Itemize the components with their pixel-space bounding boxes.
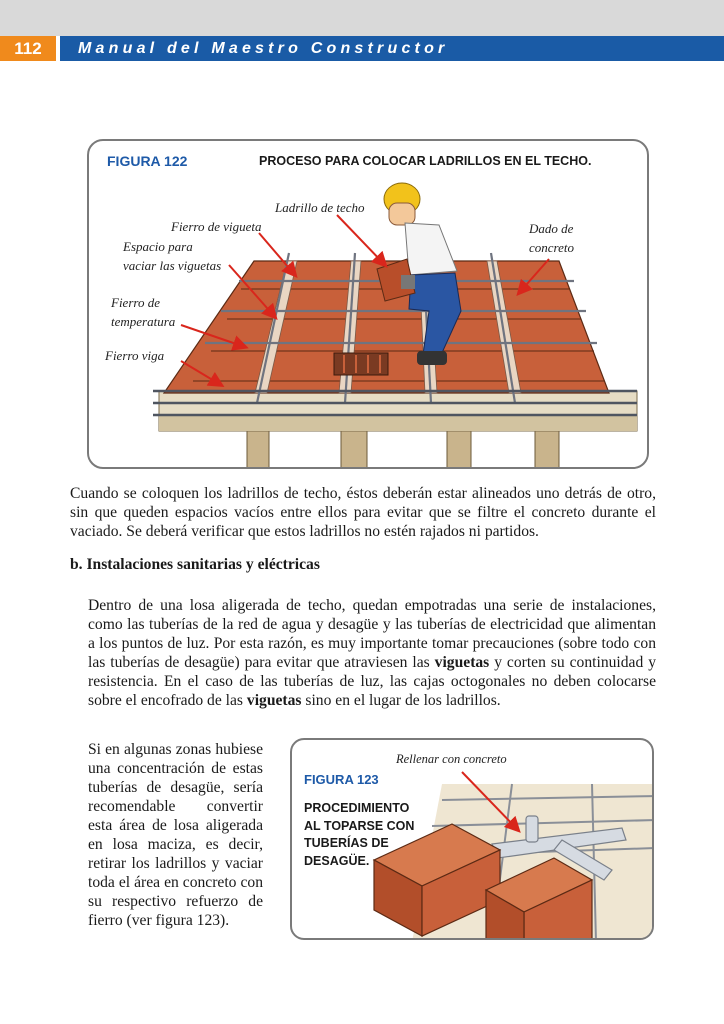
- figure-123-label: FIGURA 123: [304, 772, 379, 787]
- figure-123-description: [304, 800, 414, 870]
- top-margin-band: [0, 0, 724, 36]
- callout-fierro-viga: Fierro viga: [105, 348, 165, 363]
- figure-123-desc-line3: TUBERÍAS DE: [304, 836, 389, 850]
- page-number-separator: [56, 36, 60, 61]
- page-number: 112: [0, 36, 56, 61]
- paragraph-instalaciones: Dentro de una losa aligerada de techo, quedan empotradas una serie de instalaciones, como las tuberías de la red de agua y desagüe y las tuberías de electricidad que alimentan a los puntos de luz. Por esta razón, es muy importante tomar precauciones (sobre todo con las tuberías de desagüe) para evitar que atraviesen las viguetas y corten su continuidad y resistencia. En el caso de las tuberías de luz, las cajas octogonales no deben colocarse sobre el encofrado de las viguetas sino en el lugar de los ladrillos.: [88, 597, 656, 709]
- manual-title: Manual del Maestro Constructor: [78, 40, 449, 57]
- figure-123-desc-line4: DESAGÜE.: [304, 853, 370, 868]
- figure-123-desc-line2: AL TOPARSE CON: [304, 818, 415, 833]
- figure-122-label: FIGURA 122: [107, 153, 188, 169]
- figure-122-title: PROCESO PARA COLOCAR LADRILLOS EN EL TECHO.: [259, 154, 592, 168]
- callout-dado-line1: Dado de: [529, 221, 574, 236]
- callout-dado-line2: concreto: [529, 240, 574, 255]
- callout-fierro-de-vigueta: Fierro de vigueta: [171, 219, 262, 234]
- figure-123-desc-line1: PROCEDIMIENTO: [304, 801, 410, 815]
- callout-rellenar-con-concreto: Rellenar con concreto: [396, 752, 507, 766]
- paragraph-losa-maciza: Si en algunas zonas hubiese una concentración de estas tuberías de desagüe, sería recomendable convertir esta área de losa aligerada en losa maciza, es decir, retirar los ladrillos y vaciar toda el área en concreto con su respectivo refuerzo de fierro (ver figura 123).: [88, 741, 263, 929]
- section-heading-instalaciones: b. Instalaciones sanitarias y eléctricas: [70, 556, 320, 573]
- figure-123: [290, 738, 654, 940]
- callout-ladrillo-de-techo: Ladrillo de techo: [275, 200, 365, 215]
- callout-fierro-temp-line1: Fierro de: [111, 295, 160, 310]
- paragraph-ladrillos-alineados: Cuando se coloquen los ladrillos de techo, éstos deberán estar alineados uno detrás de otro, sin que queden espacios vacíos entre ellos para evitar que se filtre el concreto durante el vaciado. Se deberá verificar que estos ladrillos no estén rajados ni partidos.: [70, 485, 656, 540]
- callout-espacio-line1: Espacio para: [123, 239, 193, 254]
- callout-fierro-temp-line2: temperatura: [111, 314, 176, 329]
- callout-espacio-line2: vaciar las viguetas: [123, 258, 222, 273]
- roof-slab-illustration: [89, 141, 649, 469]
- figure-122: [87, 139, 649, 469]
